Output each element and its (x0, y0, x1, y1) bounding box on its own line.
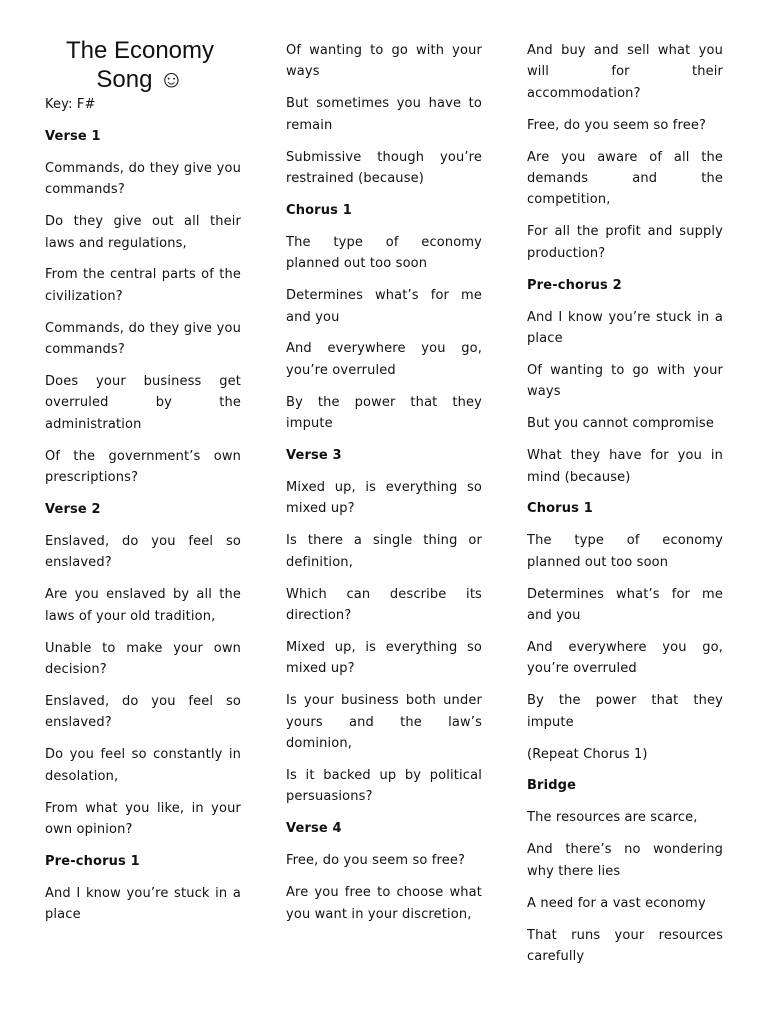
lyric-line: Are you free to choose what you want in your discretion, (286, 885, 482, 922)
lyric-line: Submissive though you’re restrained (because) (286, 149, 482, 187)
lyric-line: And buy and sell what you will for their accommodation? (527, 43, 723, 101)
lyric-line: Unable to make your own decision? (45, 640, 241, 678)
lyric-line: Mixed up, is everything so mixed up? (286, 639, 482, 677)
column-2-lyrics (286, 40, 482, 925)
lyric-line: (Repeat Chorus 1) (527, 746, 648, 762)
lyric-line: But you cannot compromise (527, 416, 715, 432)
section-heading: Verse 3 (286, 448, 342, 464)
lyric-line: And I know you’re stuck in a place (527, 309, 723, 346)
lyric-line: Free, do you seem so free? (286, 853, 466, 869)
lyric-line: Of wanting to go with your ways (527, 362, 723, 400)
lyric-line: What they have for you in mind (because) (527, 448, 723, 485)
lyric-line: And everywhere you go, you’re overruled (286, 341, 482, 378)
section-heading: Pre-chorus 1 (45, 853, 140, 869)
lyric-line: From the central parts of the civilization? (45, 267, 241, 304)
section-heading: Chorus 1 (286, 202, 352, 218)
lyric-line: Commands, do they give you commands? (45, 320, 241, 358)
lyric-line: Does your business get overruled by the administration (45, 374, 241, 432)
lyric-line: And I know you’re stuck in a place (45, 885, 241, 923)
lyric-line: Which can describe its direction? (286, 586, 482, 624)
lyric-line: For all the profit and supply production? (527, 224, 723, 261)
lyric-line: Enslaved, do you feel so enslaved? (45, 693, 241, 731)
lyric-line: Free, do you seem so free? (527, 117, 707, 133)
lyric-line: Is your business both under yours and the law’s dominion, (286, 693, 482, 752)
column-1 (45, 0, 241, 936)
lyric-line: Of the government’s own prescriptions? (45, 448, 241, 486)
section-heading: Chorus 1 (527, 501, 593, 517)
lyric-line: Do they give out all their laws and regulations, (45, 214, 241, 251)
lyric-line: By the power that they impute (527, 693, 723, 730)
lyric-line: Do you feel so constantly in desolation, (45, 747, 241, 784)
lyric-line: From what you like, in your own opinion? (45, 800, 241, 837)
lyric-line: And there’s no wondering why there lies (527, 842, 723, 879)
lyric-line: That runs your resources carefully (527, 927, 723, 964)
column-3-lyrics (527, 40, 723, 967)
column-3 (527, 0, 723, 978)
lyric-line: But sometimes you have to remain (286, 96, 482, 133)
lyric-line: Enslaved, do you feel so enslaved? (45, 534, 241, 571)
lyric-line: Is there a single thing or definition, (286, 533, 482, 570)
lyric-line: Of wanting to go with your ways (286, 43, 482, 80)
lyric-line: The type of economy planned out too soon (286, 234, 482, 272)
section-heading: Bridge (527, 778, 577, 794)
lyric-line: Are you aware of all the demands and the competition, (527, 149, 723, 208)
song-title: The Economy Song ☺ (65, 37, 215, 93)
lyric-line: And everywhere you go, you’re overruled (527, 639, 723, 677)
lyric-line: Determines what’s for me and you (527, 586, 723, 624)
section-heading: Verse 4 (286, 821, 342, 837)
song-key: Key: F# (45, 97, 96, 112)
lyric-line: A need for a vast economy (527, 895, 706, 911)
lyric-line: The resources are scarce, (527, 810, 698, 826)
lyric-line: Mixed up, is everything so mixed up? (286, 480, 482, 517)
lyric-line: Is it backed up by political persuasions? (286, 767, 482, 805)
lyric-line: Are you enslaved by all the laws of your old tradition, (45, 587, 241, 624)
column-1-lyrics (45, 126, 241, 926)
lyric-line: Commands, do they give you commands? (45, 160, 241, 198)
section-heading: Verse 2 (45, 502, 101, 518)
lyric-line: The type of economy planned out too soon (527, 533, 723, 570)
lyric-line: Determines what’s for me and you (286, 288, 482, 325)
lyric-line: By the power that they impute (286, 394, 482, 432)
section-heading: Pre-chorus 2 (527, 277, 622, 293)
section-heading: Verse 1 (45, 128, 101, 144)
column-2 (286, 0, 482, 935)
